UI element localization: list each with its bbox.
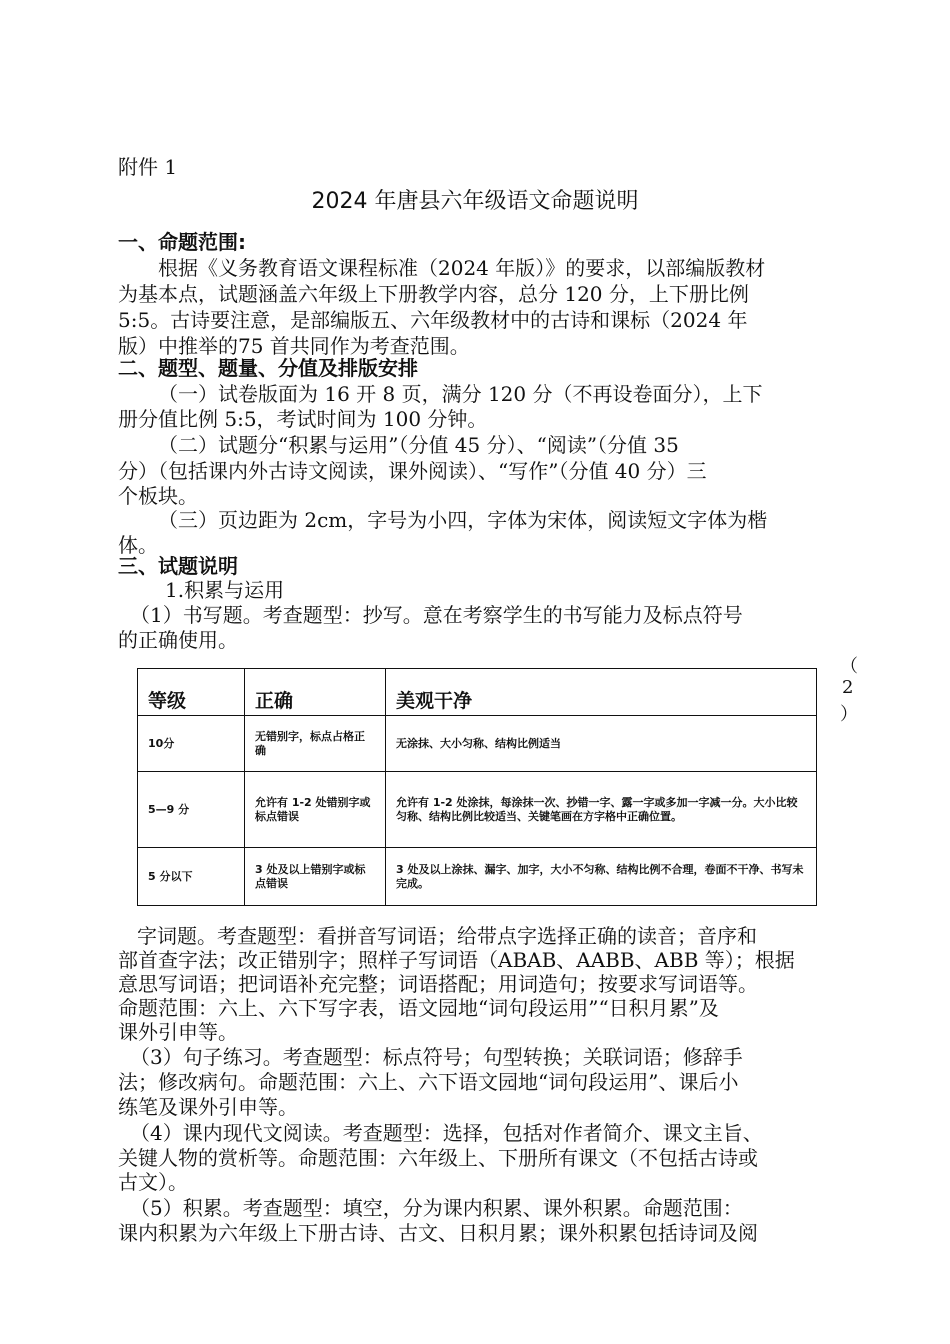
paragraph-line: 命题范围：六上、六下写字表，语文园地“词句段运用”“日积月累”及 (118, 996, 719, 1020)
section-heading-format: 二、题型、题量、分值及排版安排 (118, 356, 418, 380)
paragraph-line: 册分值比例 5:5，考试时间为 100 分钟。 (118, 407, 488, 431)
paragraph-line: 法；修改病句。命题范围：六上、六下语文园地“词句段运用”、课后小 (118, 1070, 739, 1094)
paragraph-line: （4）课内现代文阅读。考查题型：选择，包括对作者简介、课文主旨、 (130, 1121, 763, 1145)
paragraph-line: 根据《义务教育语文课程标准（2024 年版）》的要求，以部编版教材 (158, 256, 766, 280)
paragraph-line: 意思写词语；把词语补充完整；词语搭配；用词造句；按要求写词语等。 (118, 972, 758, 996)
correct-cell: 无错别字，标点占格正确 (245, 716, 386, 772)
side-mark: ） (840, 704, 858, 725)
attachment-label: 附件 1 (118, 155, 178, 179)
paragraph-line: 字词题。考查题型：看拼音写词语；给带点字选择正确的读音；音序和 (137, 924, 757, 948)
neat-cell: 无涂抹、大小匀称、结构比例适当 (386, 716, 817, 772)
section-heading-items: 三、试题说明 (118, 554, 238, 578)
paragraph-line: 练笔及课外引申等。 (118, 1095, 298, 1119)
paragraph-line: （三）页边距为 2cm，字号为小四，字体为宋体，阅读短文字体为楷 (158, 508, 768, 532)
neat-cell: 允许有 1-2 处涂抹，每涂抹一次、抄错一字、露一字或多加一字减一分。大小比较匀称、结构比例比较适当、关键笔画在方字格中正确位置。 (386, 772, 817, 848)
paragraph-line: 5:5。古诗要注意，是部编版五、六年级教材中的古诗和课标（2024 年 (118, 308, 748, 332)
side-mark: （ (840, 656, 858, 677)
paragraph-line: 个板块。 (118, 484, 198, 508)
neat-cell: 3 处及以上涂抹、漏字、加字，大小不匀称、结构比例不合理，卷面不干净、书写未完成。 (386, 848, 817, 906)
grade-cell: 5—9 分 (138, 772, 245, 848)
grading-table (137, 668, 817, 906)
header-correct: 正确 (245, 669, 386, 716)
header-grade: 等级 (138, 669, 245, 716)
paragraph-line: 部首查字法；改正错别字；照样子写词语（ABAB、AABB、ABB 等）；根据 (118, 948, 795, 972)
paragraph-line: 古文）。 (118, 1170, 188, 1194)
paragraph-line: （3）句子练习。考查题型：标点符号；句型转换；关联词语；修辞手 (130, 1045, 743, 1069)
paragraph-line: （5）积累。考查题型：填空，分为课内积累、课外积累。命题范围： (130, 1196, 743, 1220)
paragraph-line: 关键人物的赏析等。命题范围：六年级上、下册所有课文（不包括古诗或 (118, 1146, 758, 1170)
subsection-title: 1.积累与运用 (165, 578, 285, 602)
grade-cell: 10分 (138, 716, 245, 772)
paragraph-line: （1）书写题。考查题型：抄写。意在考察学生的书写能力及标点符号 (130, 603, 743, 627)
paragraph-line: 分）（包括课内外古诗文阅读，课外阅读）、“写作”（分值 40 分）三 (118, 459, 707, 483)
table-header-row (138, 669, 817, 716)
paragraph-line: （一）试卷版面为 16 开 8 页，满分 120 分（不再设卷面分），上下 (158, 382, 763, 406)
side-mark: 2 (842, 677, 854, 698)
paragraph-line: 课外引申等。 (118, 1020, 238, 1044)
header-neat: 美观干净 (386, 669, 817, 716)
correct-cell: 允许有 1-2 处错别字或标点错误 (245, 772, 386, 848)
grade-cell: 5 分以下 (138, 848, 245, 906)
table-row (138, 848, 817, 906)
document-title: 2024 年唐县六年级语文命题说明 (311, 189, 639, 214)
paragraph-line: （二）试题分“积累与运用”（分值 45 分）、“阅读”（分值 35 (158, 433, 679, 457)
table-row (138, 716, 817, 772)
table-row (138, 772, 817, 848)
paragraph-line: 的正确使用。 (118, 628, 238, 652)
paragraph-line: 课内积累为六年级上下册古诗、古文、日积月累；课外积累包括诗词及阅 (118, 1221, 758, 1245)
paragraph-line: 版）中推举的75 首共同作为考查范围。 (118, 334, 470, 358)
paragraph-line: 为基本点，试题涵盖六年级上下册教学内容，总分 120 分，上下册比例 (118, 282, 749, 306)
correct-cell: 3 处及以上错别字或标点错误 (245, 848, 386, 906)
paragraph-line: 体。 (118, 533, 158, 557)
section-heading-scope: 一、命题范围: (118, 230, 246, 254)
